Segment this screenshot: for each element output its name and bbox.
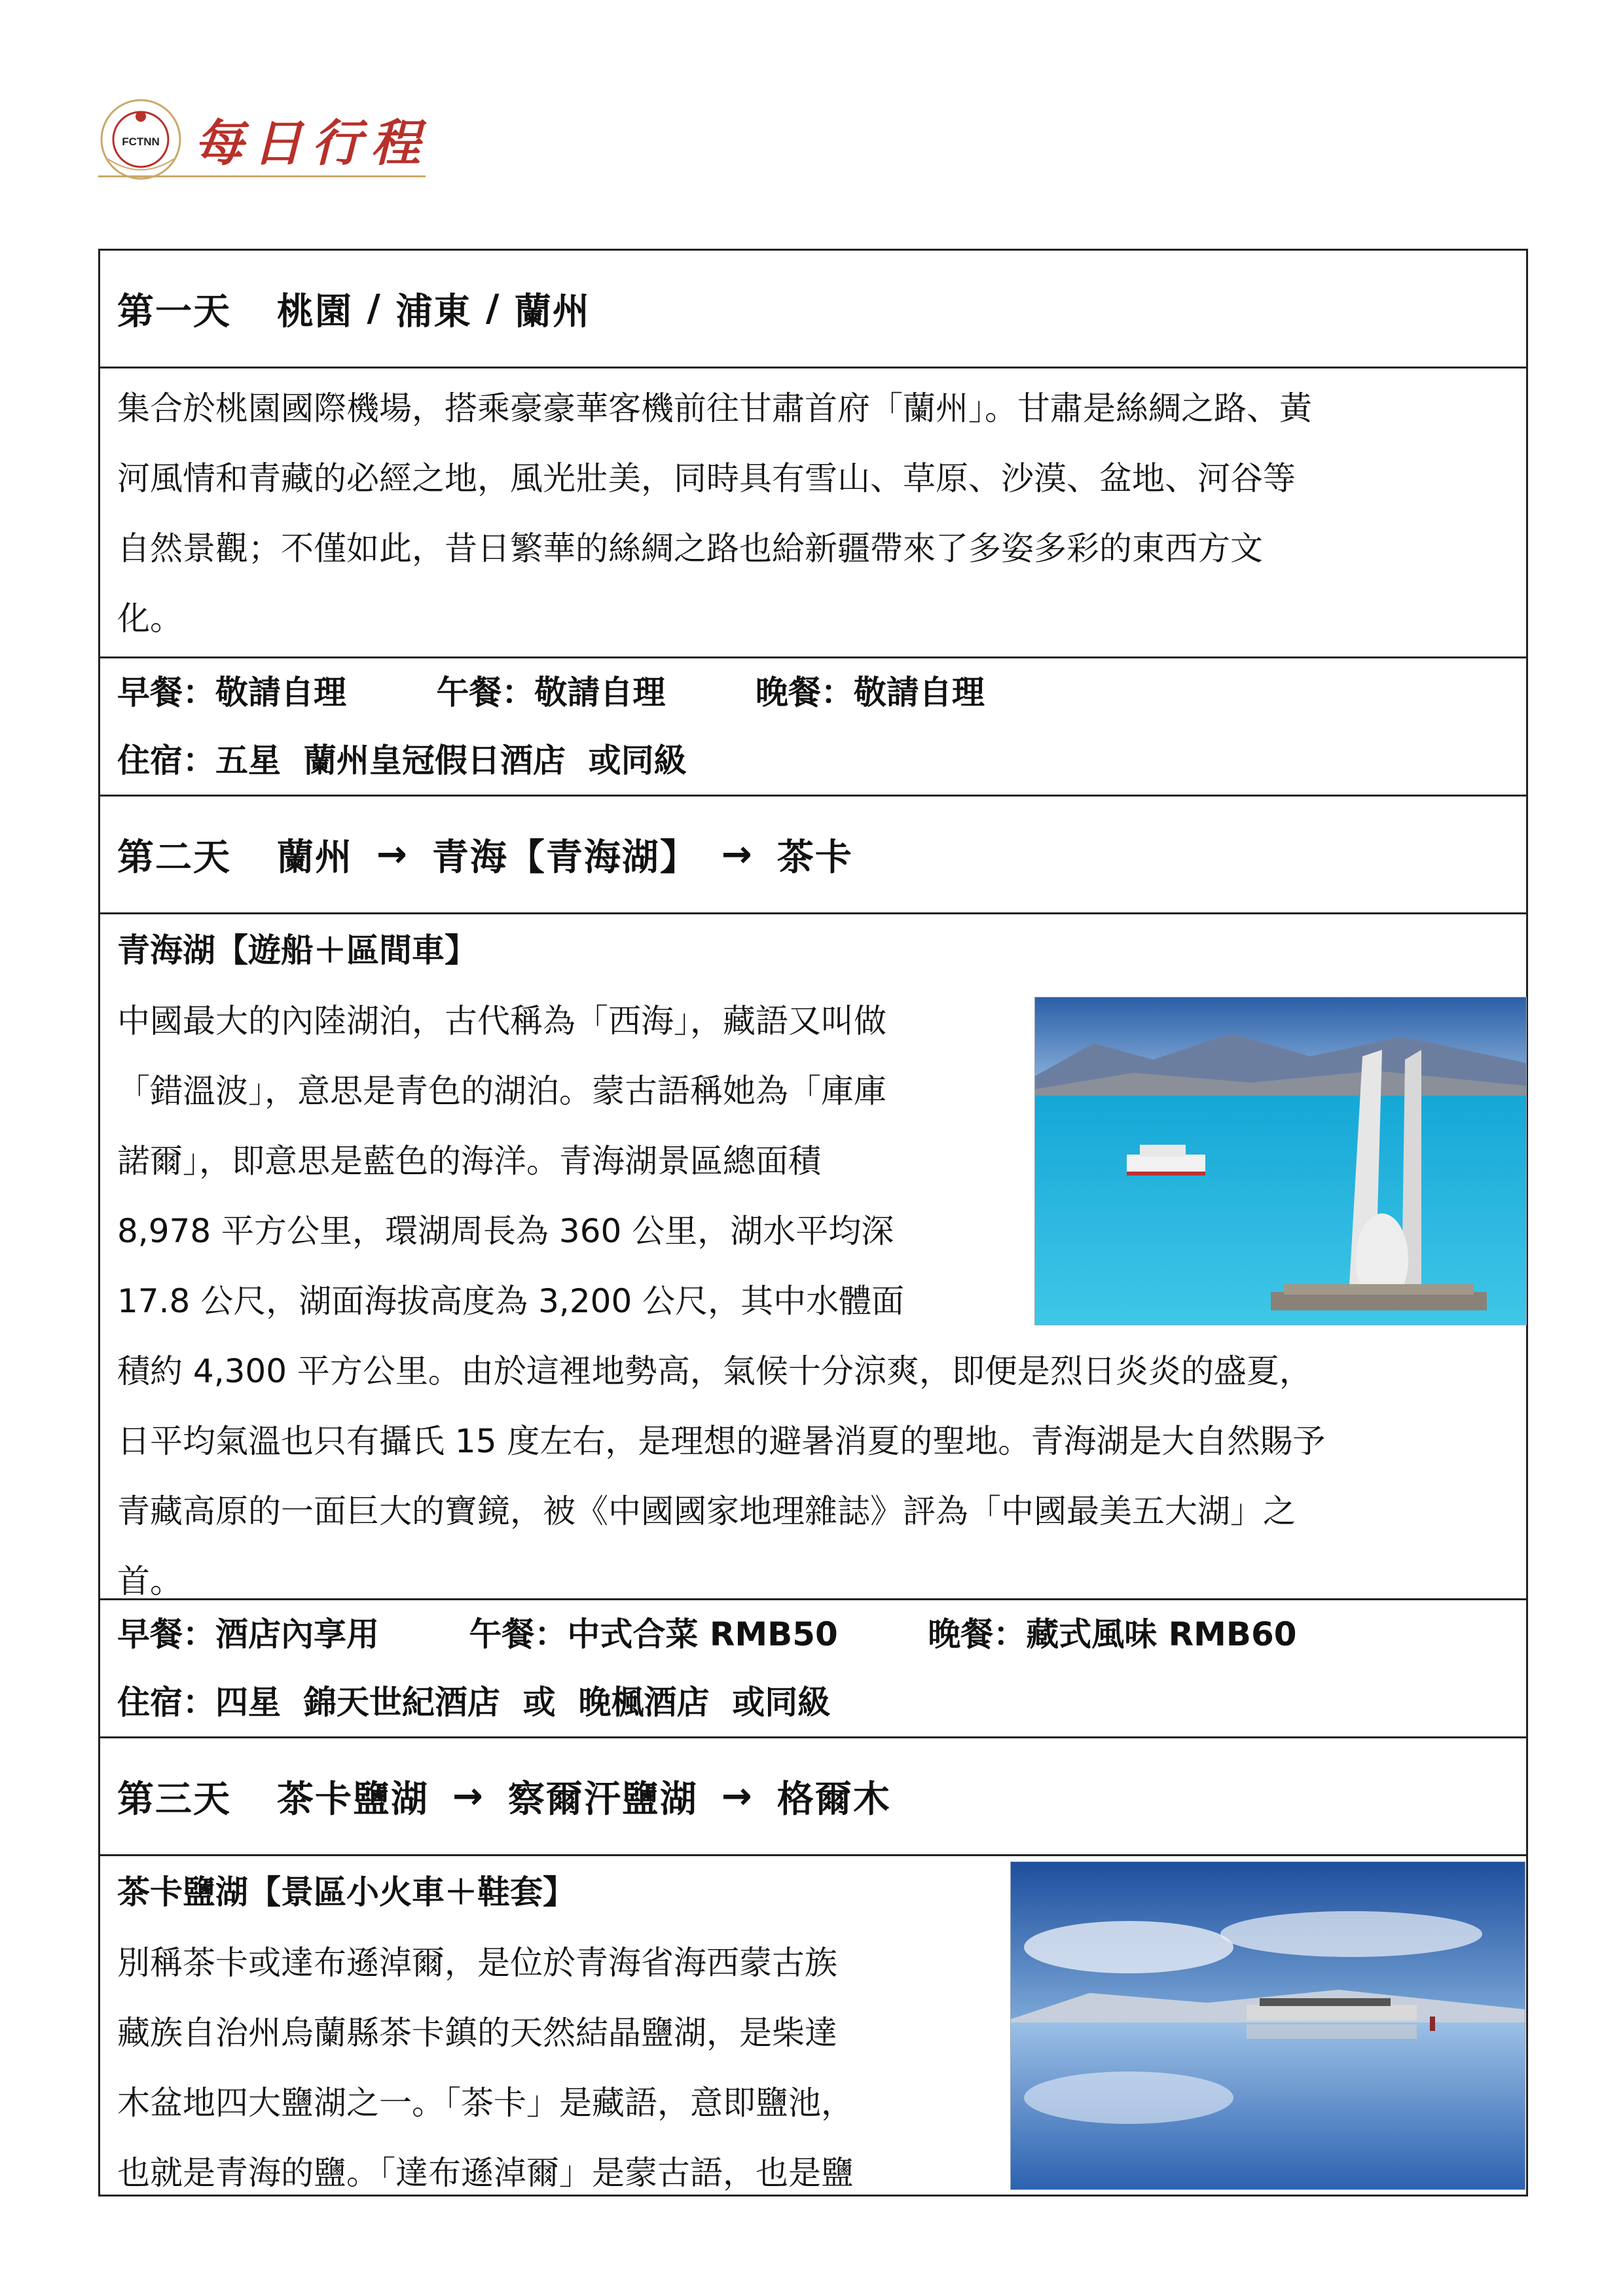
- day1-description: [100, 368, 1526, 658]
- itinerary-table: [98, 249, 1528, 2197]
- day3-title-row: [100, 1738, 1526, 1856]
- desc-line: 河風情和青藏的必經之地，風光壯美，同時具有雪山、草原、沙漠、盆地、河谷等: [117, 459, 1296, 497]
- route-separator: /: [353, 287, 396, 330]
- brand-underline: [98, 175, 426, 177]
- dinner-info: 晚餐：藏式風味 RMB60: [928, 1615, 1297, 1653]
- day1-title-row: [100, 251, 1526, 368]
- desc-line: 日平均氣溫也只有攝氏 15 度左右，是理想的避暑消夏的聖地。青海湖是大自然賜予: [117, 1422, 1326, 1460]
- day2-route-stop-1: 蘭州: [277, 836, 353, 879]
- attraction-heading: 茶卡鹽湖【景區小火車＋鞋套】: [117, 1873, 575, 1911]
- lunch-info: 午餐：中式合菜 RMB50: [469, 1615, 838, 1653]
- agency-logo: [98, 97, 183, 182]
- lunch-info: 午餐：敬請自理: [436, 673, 666, 711]
- desc-line: 自然景觀；不僅如此，昔日繁華的絲綢之路也給新疆帶來了多姿多彩的東西方文: [117, 529, 1263, 567]
- day3-route-stop-1: 茶卡鹽湖: [277, 1778, 429, 1821]
- desc-line: 藏族自治州烏蘭縣茶卡鎮的天然結晶鹽湖，是柴達: [117, 2014, 837, 2052]
- dinner-info: 晚餐：敬請自理: [755, 673, 985, 711]
- day1-meals-lodging: [100, 658, 1526, 797]
- desc-line: 也就是青海的鹽。「達布遜淖爾」是蒙古語，也是鹽: [117, 2154, 854, 2192]
- desc-line: 首。: [117, 1562, 183, 1600]
- desc-line: 別稱茶卡或達布遜淖爾，是位於青海省海西蒙古族: [117, 1944, 837, 1982]
- desc-line: 化。: [117, 600, 183, 637]
- day1-label: 第一天: [117, 290, 231, 333]
- breakfast-info: 早餐：酒店內享用: [117, 1615, 379, 1653]
- desc-line: 17.8 公尺，湖面海拔高度為 3,200 公尺，其中水體面: [117, 1282, 905, 1320]
- day1-route-stop-2: 浦東: [395, 290, 472, 333]
- day3-label: 第三天: [117, 1778, 231, 1821]
- desc-line: 8,978 平方公里，環湖周長為 360 公里，湖水平均深: [117, 1212, 894, 1250]
- day2-label: 第二天: [117, 836, 231, 879]
- route-separator: /: [471, 287, 515, 330]
- day2-meals-lodging: [100, 1600, 1526, 1738]
- breakfast-info: 早餐：敬請自理: [117, 673, 346, 711]
- page-brand-title: 每日行程: [194, 114, 429, 172]
- route-arrow: →: [376, 833, 409, 876]
- desc-line: 積約 4,300 平方公里。由於這裡地勢高，氣候十分涼爽，即便是烈日炎炎的盛夏，: [117, 1352, 1312, 1390]
- route-arrow: →: [721, 1775, 754, 1818]
- route-arrow: →: [721, 833, 754, 876]
- day2-title-row: [100, 797, 1526, 914]
- day1-route-stop-1: 桃園: [277, 290, 353, 333]
- attraction-heading: 青海湖【遊船＋區間車】: [117, 931, 477, 969]
- day1-route-stop-3: 蘭州: [514, 290, 591, 333]
- route-arrow: →: [452, 1775, 484, 1818]
- chaka-salt-lake-photo: [1010, 1861, 1525, 2190]
- day2-route-stop-2: 青海【青海湖】: [431, 836, 698, 879]
- lodging-info: 住宿：四星 錦天世紀酒店 或 晚楓酒店 或同級: [117, 1683, 831, 1721]
- day2-attraction: [100, 914, 1526, 1600]
- desc-line: 「錯溫波」，意思是青色的湖泊。蒙古語稱她為「庫庫: [117, 1072, 886, 1110]
- lodging-info: 住宿：五星 蘭州皇冠假日酒店 或同級: [117, 742, 687, 780]
- day3-route-stop-2: 察爾汗鹽湖: [507, 1778, 698, 1821]
- desc-line: 中國最大的內陸湖泊，古代稱為「西海」，藏語又叫做: [117, 1002, 886, 1040]
- desc-line: 木盆地四大鹽湖之一。「茶卡」是藏語，意即鹽池，: [117, 2084, 854, 2122]
- desc-line: 諾爾」，即意思是藍色的海洋。青海湖景區總面積: [117, 1142, 821, 1180]
- day2-route-stop-3: 茶卡: [776, 836, 853, 879]
- day3-route-stop-3: 格爾木: [776, 1778, 891, 1821]
- day3-attraction: [100, 1856, 1526, 2197]
- qinghai-lake-photo: [1034, 997, 1527, 1325]
- desc-line: 集合於桃園國際機場，搭乘豪豪華客機前往甘肅首府「蘭州」。甘肅是絲綢之路、黃: [117, 389, 1312, 427]
- logo-text: FCTNN: [122, 135, 160, 148]
- desc-line: 青藏高原的一面巨大的寶鏡，被《中國國家地理雜誌》評為「中國最美五大湖」之: [117, 1492, 1296, 1530]
